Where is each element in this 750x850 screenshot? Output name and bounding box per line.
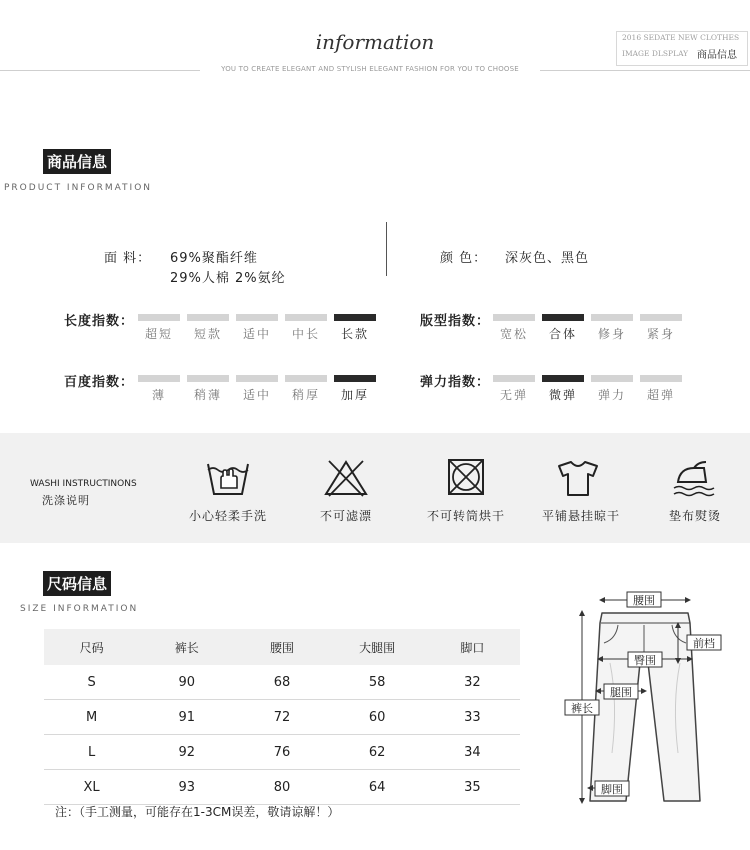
table-cell: 58 [330,665,425,700]
pants-outline [590,613,700,801]
table-cell: 62 [330,735,425,770]
length-index-option: 超短 [144,327,173,341]
thickness-index-bar-selected [334,375,376,382]
table-row [44,770,520,805]
elasticity-index-option: 弹力 [597,388,626,402]
hand-wash-icon [205,458,251,498]
size-table-header [44,629,520,665]
thigh-diagram-label: 腿围 [610,686,632,699]
table-cell: 92 [139,735,234,770]
fit-index-bar-selected [542,314,584,321]
wash-title-cn: 洗涤说明 [42,494,90,507]
thickness-index-option-selected: 加厚 [340,388,369,402]
header-badge-cn: 商品信息 [697,50,737,61]
thickness-index-option: 薄 [151,388,166,402]
iron-icon [670,458,716,498]
flat-dry-label: 平铺悬挂晾干 [541,509,620,523]
table-cell: 60 [330,700,425,735]
length-index-option: 中长 [291,327,320,341]
pants-diagram [560,583,735,818]
thickness-index-option: 适中 [242,388,271,402]
length-diagram-label: 裤长 [571,702,593,715]
waist-diagram-label: 腰围 [633,594,655,607]
elasticity-index-bar [591,375,633,382]
table-cell: 80 [234,770,329,805]
fit-index-option: 宽松 [499,327,528,341]
header-divider-right [540,70,750,71]
info-divider [386,222,387,276]
thickness-index-option: 稍薄 [193,388,222,402]
thickness-index-bar [187,375,229,382]
table-row [44,700,520,735]
table-cell: M [44,700,139,735]
hem-diagram-label: 脚围 [601,783,623,796]
table-cell: L [44,735,139,770]
size-column-header: 尺码 [44,629,139,665]
elasticity-index-label: 弹力指数： [420,375,491,390]
product-section-en: PRODUCT INFORMATION [4,183,153,193]
size-section-en: SIZE INFORMATION [20,604,139,614]
no-tumble-dry-label: 不可转筒烘干 [426,509,505,523]
fit-index-label: 版型指数： [420,314,491,329]
table-cell: 34 [425,735,520,770]
thigh-column-header: 大腿围 [330,629,425,665]
header-divider-left [0,70,200,71]
wash-title-en: WASHI INSTRUCTINONS [30,479,137,489]
thickness-index-bar [138,375,180,382]
waist-column-header: 腰围 [234,629,329,665]
flat-dry-icon [555,458,601,498]
fit-index-bar [493,314,535,321]
table-cell: 93 [139,770,234,805]
header-subtitle: YOU TO CREATE ELEGANT AND STYLISH ELEGANT FASHION FOR YOU TO CHOOSE [200,65,540,73]
table-cell: 35 [425,770,520,805]
thickness-index-label: 百度指数： [64,375,135,390]
front-rise-diagram-label: 前档 [693,637,715,650]
iron-label: 垫布熨烫 [668,509,721,523]
elasticity-index-bar [493,375,535,382]
fit-index-bar [640,314,682,321]
fabric-line2: 29%人棉 2%氨纶 [170,271,286,286]
measurement-note: 注：（手工测量，可能存在1-3CM误差，敬请谅解！） [55,805,340,819]
table-cell: S [44,665,139,700]
length-index-option-selected: 长款 [340,327,369,341]
thickness-index-option: 稍厚 [291,388,320,402]
length-index-option: 短款 [193,327,222,341]
fit-index-option: 修身 [597,327,626,341]
header-badge-line2: IMAGE DLSPLAY [622,49,689,58]
product-section-title: 商品信息 [43,149,111,174]
thickness-index-bar [285,375,327,382]
table-cell: 68 [234,665,329,700]
table-cell: 32 [425,665,520,700]
hip-diagram-label: 臀围 [634,654,656,667]
length-index-bar [236,314,278,321]
color-value: 深灰色、黑色 [505,251,590,266]
table-row [44,665,520,700]
fabric-line1: 69%聚酯纤维 [170,251,258,266]
length-index-bar [285,314,327,321]
table-cell: 72 [234,700,329,735]
table-cell: 76 [234,735,329,770]
elasticity-index-option: 超弹 [646,388,675,402]
table-cell: 33 [425,700,520,735]
fit-index-bar [591,314,633,321]
length-column-header: 裤长 [139,629,234,665]
size-section-title: 尺码信息 [43,571,111,596]
elasticity-index-bar [640,375,682,382]
table-row [44,735,520,770]
length-index-bar [138,314,180,321]
page-title: information [315,30,435,54]
hand-wash-label: 小心轻柔手洗 [188,509,267,523]
table-cell: 91 [139,700,234,735]
table-cell: 90 [139,665,234,700]
header-badge-line1: 2016 SEDATE NEW CLOTHES [622,33,740,42]
length-index-label: 长度指数： [64,314,135,329]
table-cell: 64 [330,770,425,805]
length-index-bar [187,314,229,321]
elasticity-index-option-selected: 微弹 [548,388,577,402]
elasticity-index-bar-selected [542,375,584,382]
fabric-label: 面 料： [104,251,152,266]
length-index-bar-selected [334,314,376,321]
table-cell: XL [44,770,139,805]
hem-column-header: 脚口 [425,629,520,665]
no-bleach-label: 不可滤漂 [319,509,372,523]
no-bleach-icon [323,458,369,498]
size-table [44,629,520,805]
no-tumble-dry-icon [443,458,489,498]
thickness-index-bar [236,375,278,382]
fit-index-option-selected: 合体 [548,327,577,341]
fit-index-option: 紧身 [646,327,675,341]
elasticity-index-option: 无弹 [499,388,528,402]
length-index-option: 适中 [242,327,271,341]
color-label: 颜 色： [440,251,488,266]
